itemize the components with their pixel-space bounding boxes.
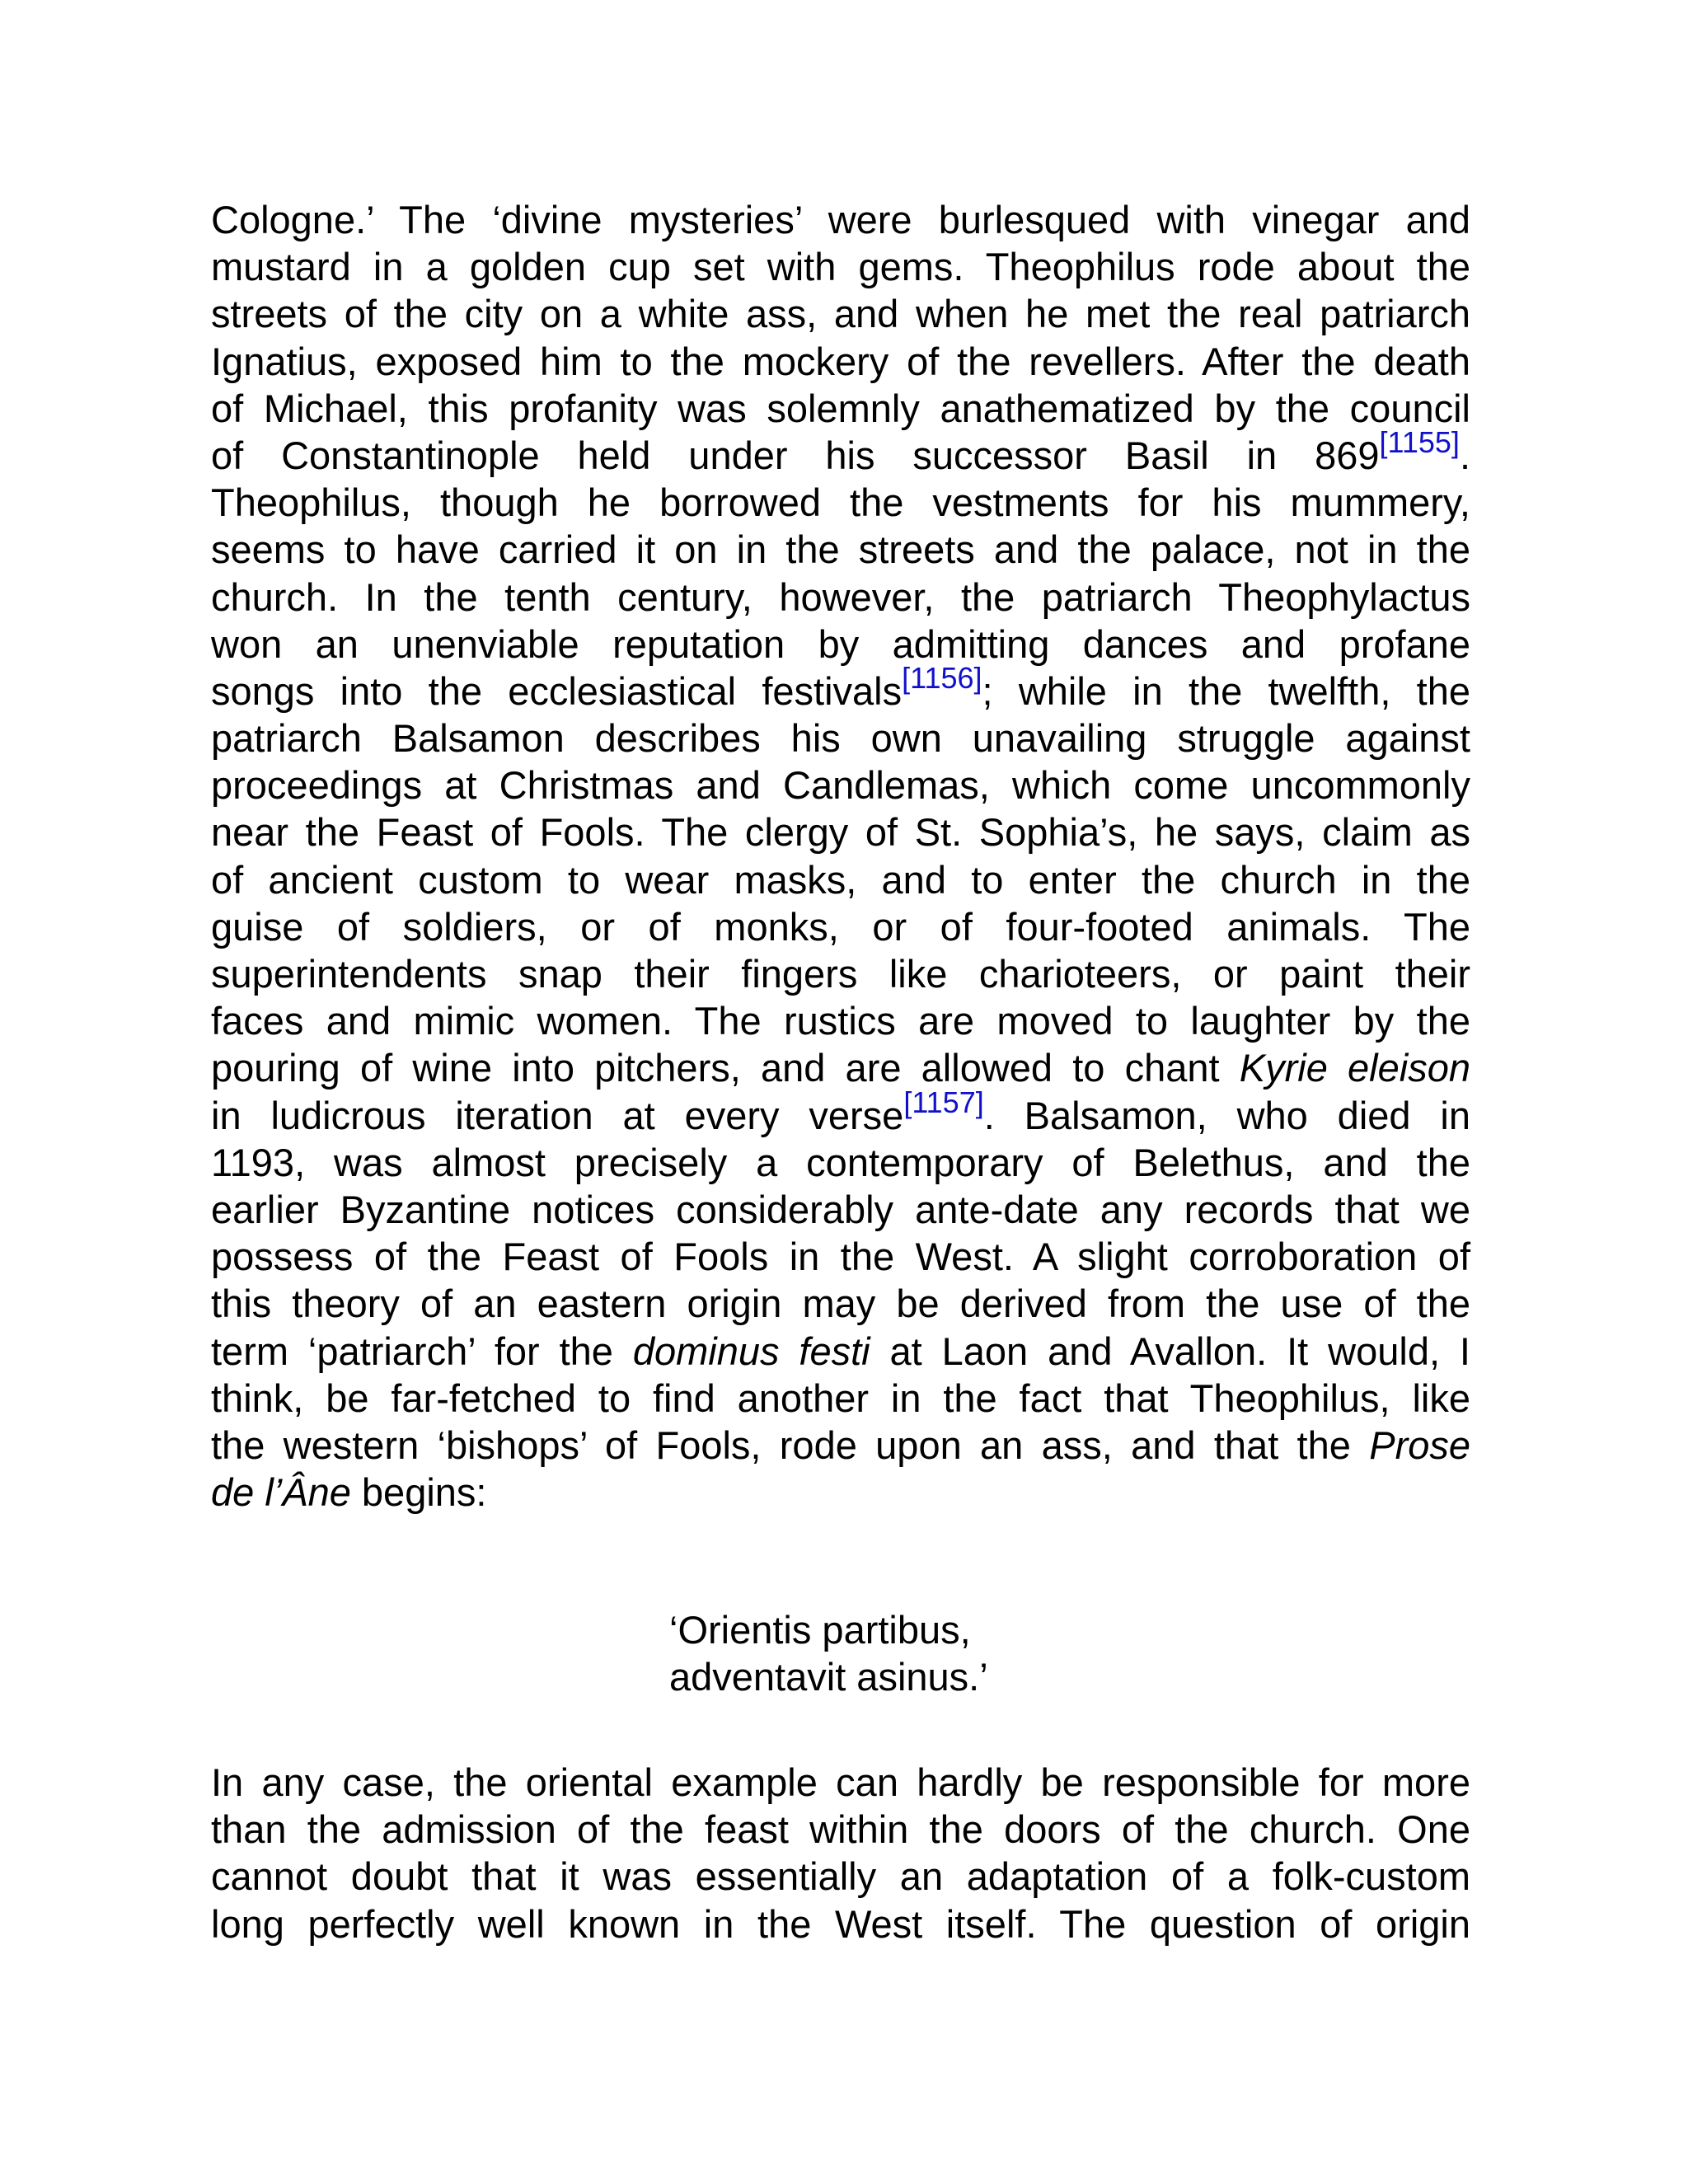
italic-phrase: dominus festi <box>632 1329 870 1373</box>
text-line: the western ‘bishops’ of Fools, rode upon an ass, and that the Prose <box>211 1422 1470 1467</box>
italic-phrase: de l’Âne <box>211 1470 351 1515</box>
text-line: In any case, the oriental example can hardly be responsible for more <box>211 1760 1470 1804</box>
footnote-link-1157[interactable]: [1157] <box>903 1085 984 1119</box>
text-line: pouring of wine into pitchers, and are allowed to chant Kyrie eleison <box>211 1046 1470 1090</box>
text-line: think, be far-fetched to find another in the fact that Theophilus, like <box>211 1376 1470 1420</box>
body-paragraph-1 <box>211 196 1470 1516</box>
text-line: won an unenviable reputation by admitting dances and profane <box>211 621 1470 666</box>
text-line: possess of the Feast of Fools in the West. A slight corroboration of <box>211 1235 1470 1279</box>
footnote-link-1156[interactable]: [1156] <box>902 660 982 695</box>
text-line: Cologne.’ The ‘divine mysteries’ were burlesqued with vinegar and <box>211 198 1470 241</box>
italic-phrase: Prose <box>1369 1422 1470 1467</box>
verse-line: ‘Orientis partibus, <box>669 1608 971 1652</box>
italic-phrase: Kyrie eleison <box>1239 1046 1470 1090</box>
text-line: mustard in a golden cup set with gems. Theophilus rode about the <box>211 245 1470 289</box>
text-line: of Michael, this profanity was solemnly anathematized by the council <box>211 386 1470 430</box>
text-line: of ancient custom to wear masks, and to enter the church in the <box>211 857 1470 902</box>
text-line: than the admission of the feast within the doors of the church. One <box>211 1807 1470 1852</box>
text-line: in ludicrous iteration at every verse[1157]. Balsamon, who died in <box>211 1085 1470 1137</box>
text-line: Theophilus, though he borrowed the vestments for his mummery, <box>211 480 1470 525</box>
text-line: seems to have carried it on in the streets and the palace, not in the <box>211 527 1470 572</box>
body-paragraph-2 <box>211 1759 1470 1947</box>
text-line: Ignatius, exposed him to the mockery of the revellers. After the death <box>211 339 1470 383</box>
text-line: this theory of an eastern origin may be derived from the use of the <box>211 1282 1470 1326</box>
text-line: streets of the city on a white ass, and when he met the real patriarch <box>211 292 1470 336</box>
text-line: patriarch Balsamon describes his own unavailing struggle against <box>211 716 1470 761</box>
verse-line: adventavit asinus.’ <box>669 1655 988 1699</box>
text-line: term ‘patriarch’ for the dominus festi at Laon and Avallon. It would, I <box>211 1329 1470 1373</box>
text-line: long perfectly well known in the West itself. The question of origin <box>211 1901 1470 1946</box>
text-line: 1193, was almost precisely a contemporary of Belethus, and the <box>211 1140 1470 1184</box>
text-line: church. In the tenth century, however, the patriarch Theophylactus <box>211 574 1470 619</box>
text-line: cannot doubt that it was essentially an adaptation of a folk-custom <box>211 1854 1470 1899</box>
text-line: proceedings at Christmas and Candlemas, which come uncommonly <box>211 763 1470 808</box>
text-line: de l’Âne begins: <box>211 1470 487 1515</box>
text-line: of Constantinople held under his successor Basil in 869[1155]. <box>211 424 1470 477</box>
text-line: guise of soldiers, or of monks, or of four-footed animals. The <box>211 904 1470 949</box>
text-line: near the Feast of Fools. The clergy of St. Sophia’s, he says, claim as <box>211 810 1470 855</box>
text-line: songs into the ecclesiastical festivals[1156]; while in the twelfth, the <box>211 660 1470 713</box>
text-line: faces and mimic women. The rustics are moved to laughter by the <box>211 999 1470 1043</box>
text-line: earlier Byzantine notices considerably ante-date any records that we <box>211 1187 1470 1231</box>
footnote-link-1155[interactable]: [1155] <box>1379 424 1460 459</box>
verse-quotation <box>669 1606 988 1700</box>
text-line: superintendents snap their fingers like charioteers, or paint their <box>211 952 1470 996</box>
